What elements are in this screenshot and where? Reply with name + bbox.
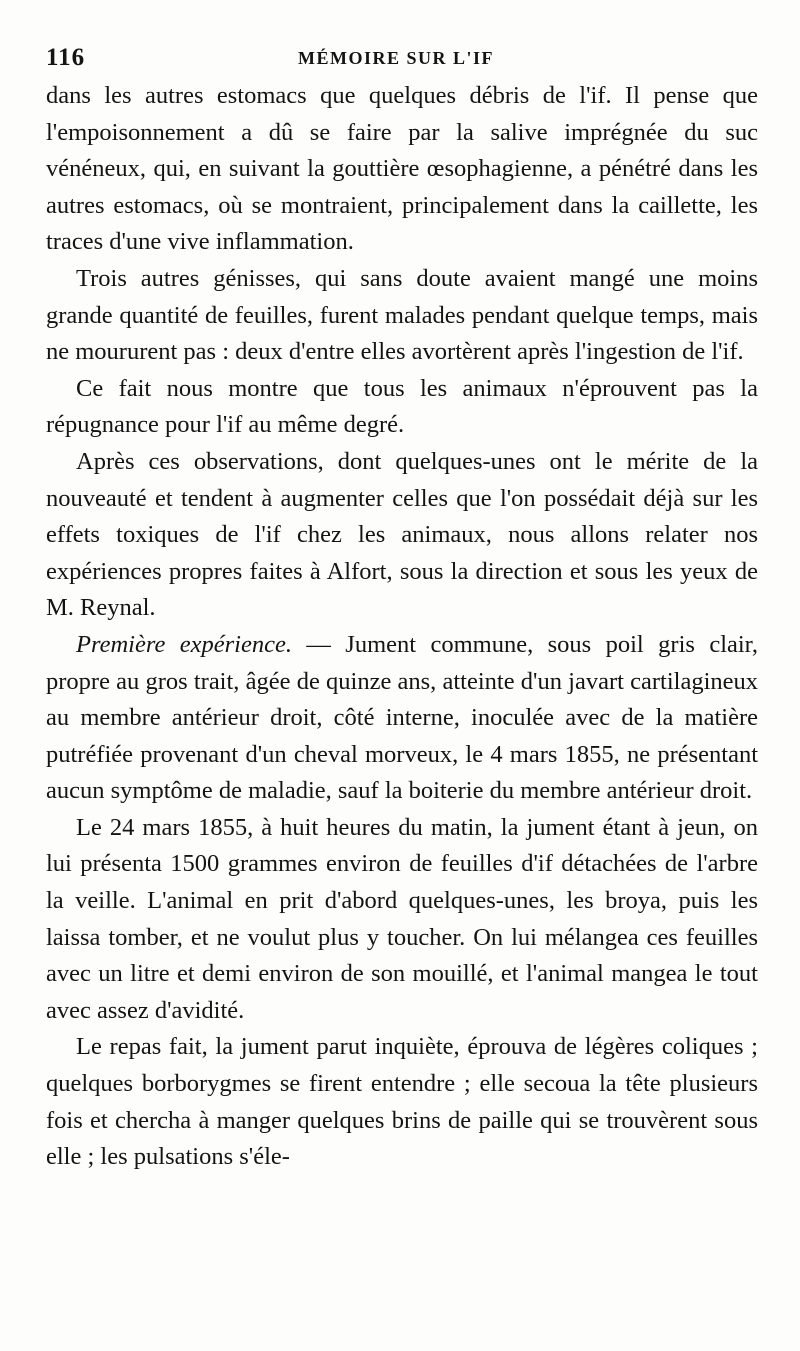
experiment-heading: Première expérience. [76, 630, 292, 658]
running-head: MÉMOIRE SUR L'IF [298, 48, 495, 68]
page-header [46, 44, 760, 74]
page-number: 116 [46, 44, 86, 71]
paragraph-continuation: dans les autres estomacs que quelques débris de l'if. Il pense que l'empoisonnement a dû se faire par la salive imprégnée du suc vénéneux, qui, en suivant la gouttière œsophagienne, a pénétré dans les autres estomacs, où se montraient, principalement dans la caillette, les traces d'une vive inflammation. [46, 82, 758, 256]
body-text [46, 78, 758, 1176]
paragraph-repugnance: Ce fait nous montre que tous les animaux n'éprouvent pas la répugnance pour l'if au même degré. [46, 374, 758, 439]
paragraph-premiere-experience [46, 627, 758, 810]
paragraph-24-mars: Le 24 mars 1855, à huit heures du matin, la jument étant à jeun, on lui présenta 1500 grammes environ de feuilles d'if détachées de l'arbre la veille. L'animal en prit d'abord quelques-unes, les broya, puis les laissa tomber, et ne voulut plus y toucher. On lui mélangea ces feuilles avec un litre et demi environ de son mouillé, et l'animal mangea le tout avec assez d'avidité. [46, 813, 758, 1024]
experiment-description: — Jument commune, sous poil gris clair, propre au gros trait, âgée de quinze ans, atteinte d'un javart cartilagineux au membre antérieur droit, côté interne, inoculée avec de la matière putréfiée provenant d'un cheval morveux, le 4 mars 1855, ne présentant aucun symptôme de maladie, sauf la boiterie du membre antérieur droit. [46, 630, 758, 805]
paragraph-repas: Le repas fait, la jument parut inquiète, éprouva de légères coliques ; quelques borborygmes se firent entendre ; elle secoua la tête plusieurs fois et chercha à manger quelques brins de paille qui se trouvèrent sous elle ; les pulsations s'éle- [46, 1033, 758, 1171]
paragraph-observations: Après ces observations, dont quelques-unes ont le mérite de la nouveauté et tendent à augmenter celles que l'on possédait déjà sur les effets toxiques de l'if chez les animaux, nous allons relater nos expériences propres faites à Alfort, sous la direction et sous les yeux de M. Reynal. [46, 447, 758, 622]
paragraph-genisses: Trois autres génisses, qui sans doute avaient mangé une moins grande quantité de feuilles, furent malades pendant quelque temps, mais ne moururent pas : deux d'entre elles avortèrent après l'ingestion de l'if. [46, 264, 758, 366]
